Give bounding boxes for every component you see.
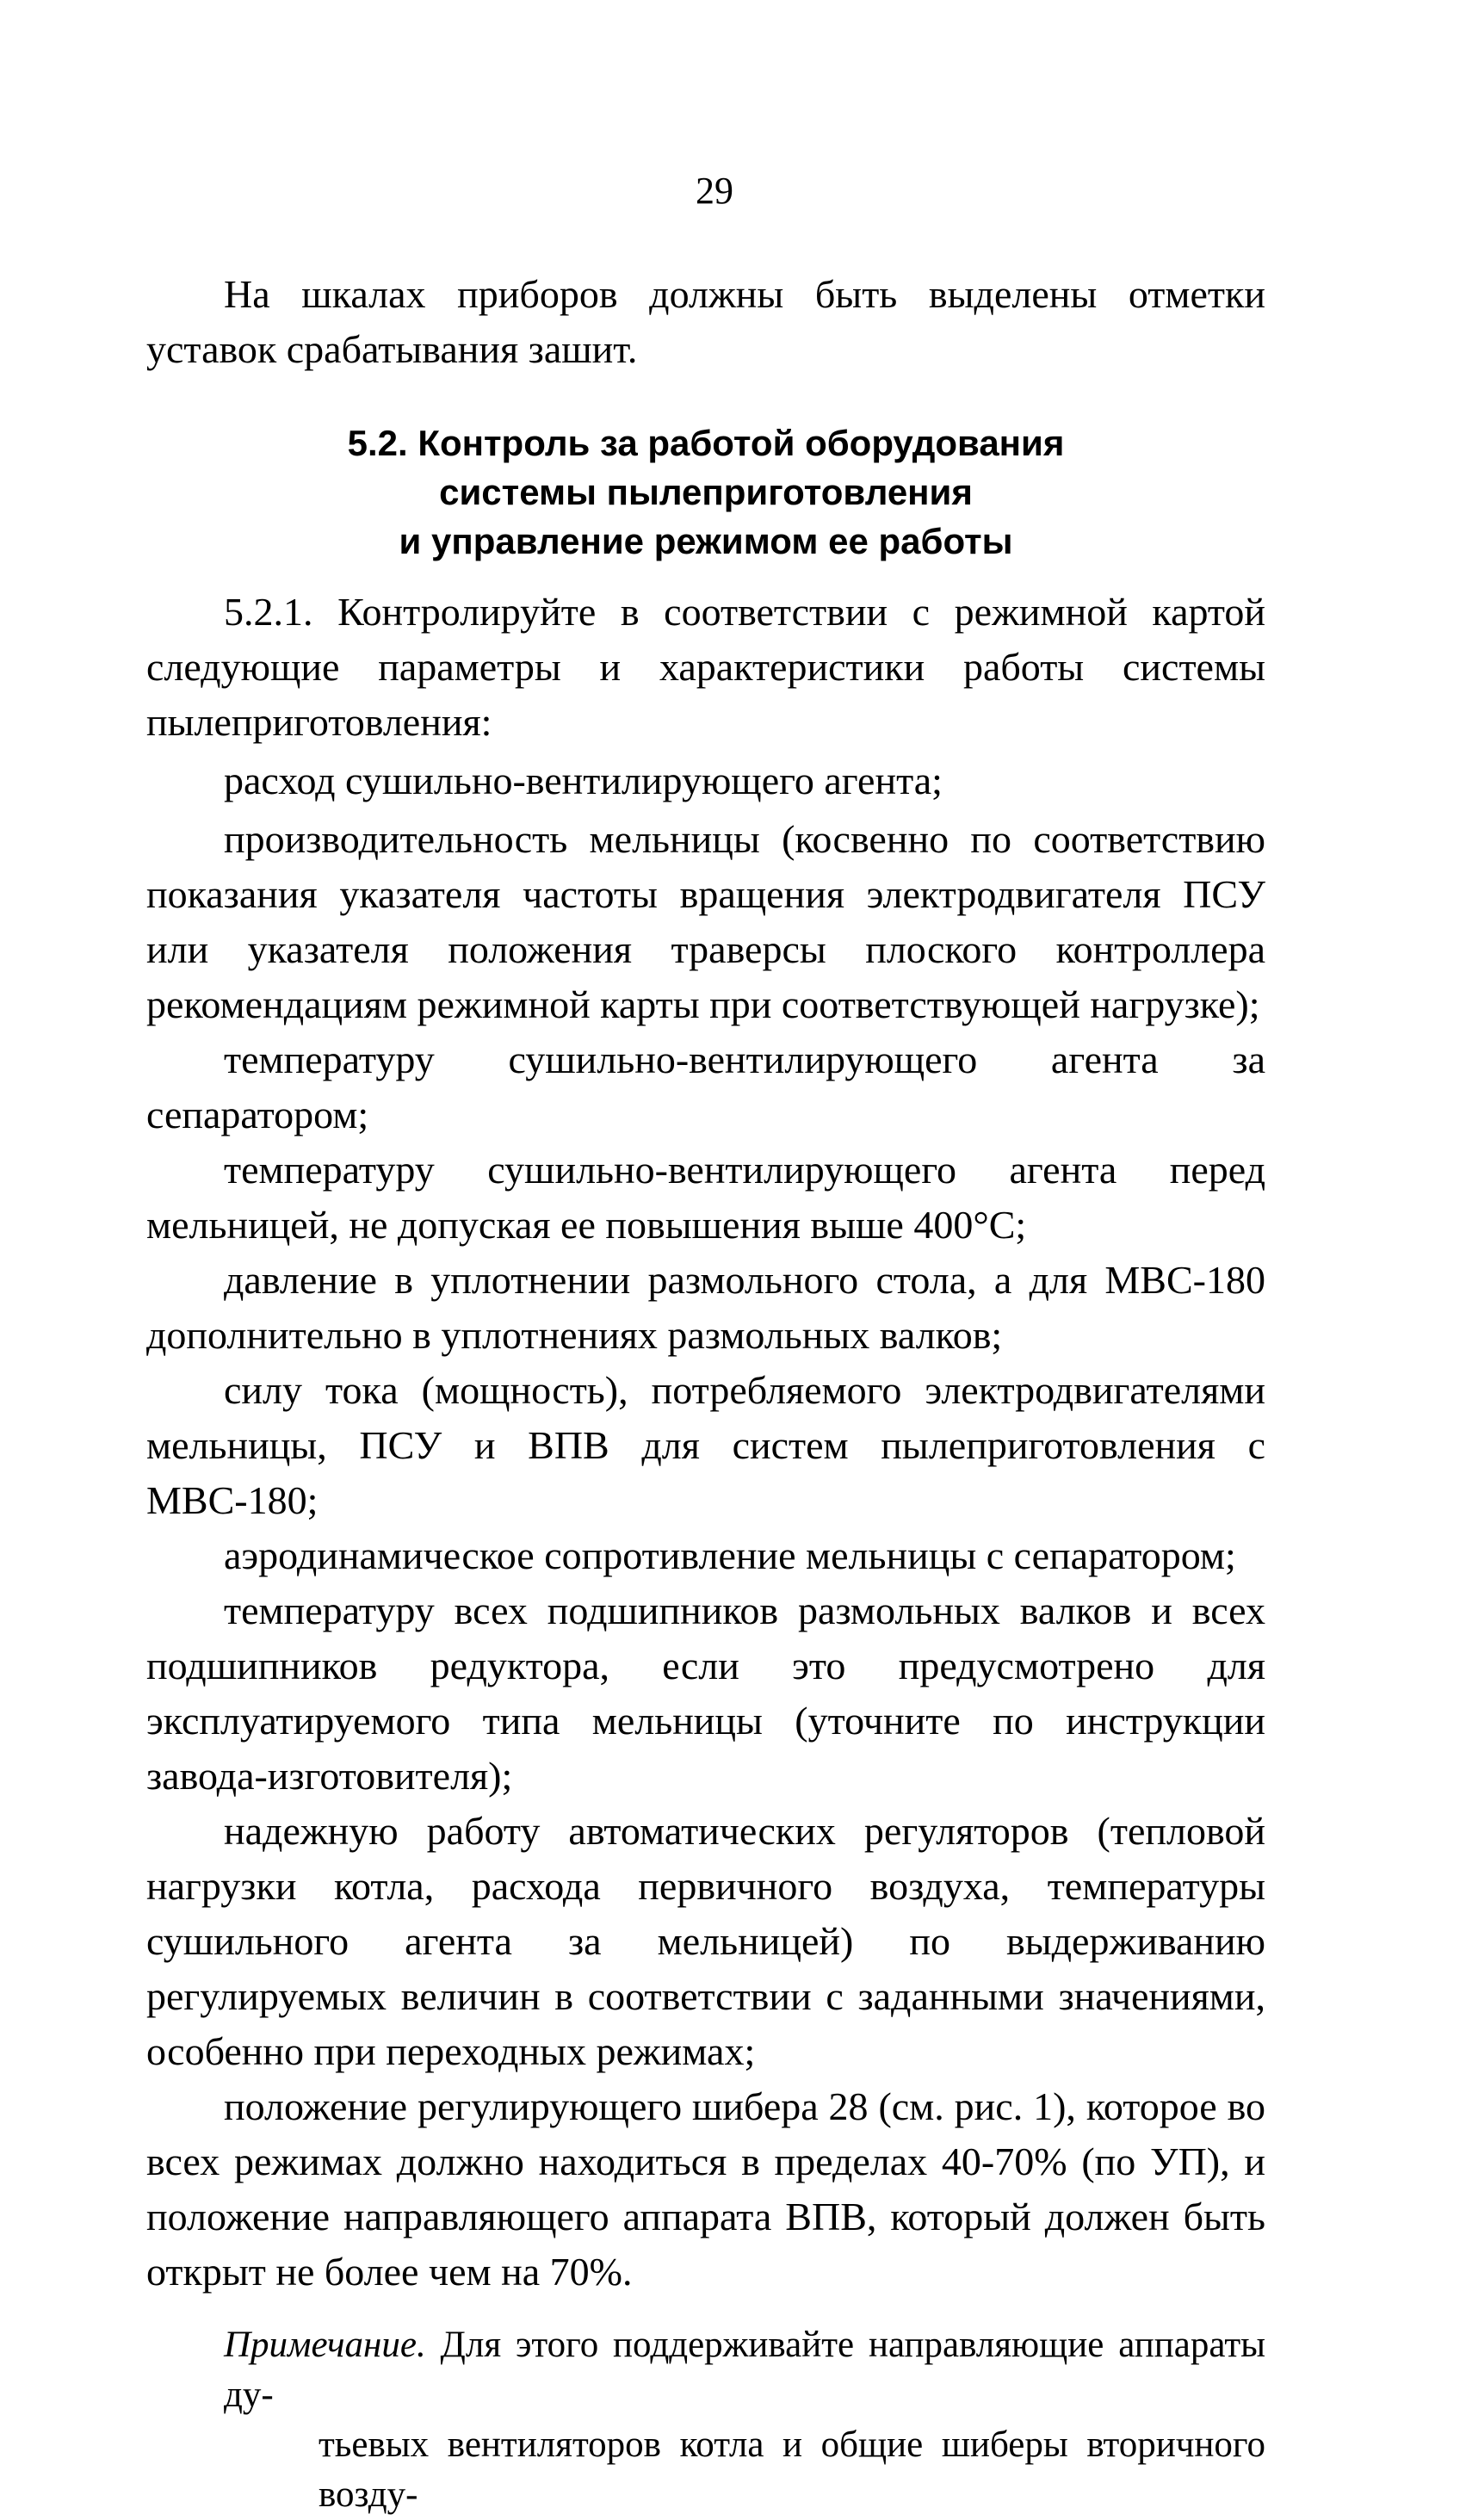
clause-paragraph: 5.2.1. Контролируйте в соответствии с режимной картой следующие параметры и характеристики работы системы пылеприготовления: — [146, 590, 1265, 744]
list-item: аэродинамическое сопротивление мельницы с сепаратором; — [224, 1533, 1236, 1577]
document-page — [146, 172, 1265, 2520]
list-item: производительность мельницы (косвенно по соответствию показания указателя частоты вращения электродвигателя ПСУ или указателя положения траверсы плоского контроллера рекомендациям режимной карты при соответствующей нагрузке); — [146, 817, 1265, 1026]
list-item: силу тока (мощность), потребляемого электродвигателями мельницы, ПСУ и ВПВ для систем пылеприготовления с МВС-180; — [146, 1368, 1265, 1522]
list-item: расход сушильно-вентилирующего агента; — [224, 758, 943, 802]
note-text-line-2: тьевых вентиляторов котла и общие шиберы вторичного возду- — [319, 2424, 1265, 2515]
section-heading-line-2: системы пылеприготовления — [439, 472, 973, 512]
list-item: надежную работу автоматических регуляторов (тепловой нагрузки котла, расхода первичного воздуха, температуры сушильного агента за мельницей) по выдерживанию регулируемых величин в соответствии с заданными значениями, особенно при переходных режимах; — [146, 1809, 1265, 2073]
list-item: температуру сушильно-вентилирующего агента перед мельницей, не допуская ее повышения выше 400°С; — [146, 1148, 1265, 1247]
section-heading-line-1: 5.2. Контроль за работой оборудования — [347, 423, 1065, 463]
list-item: давление в уплотнении размольного стола, а для МВС-180 дополнительно в уплотнениях размольных валков; — [146, 1258, 1265, 1357]
note-label: Примечание. — [224, 2325, 426, 2365]
list-item: температуру всех подшипников размольных валков и всех подшипников редуктора, если это предусмотрено для эксплуатируемого типа мельницы (уточните по инструкции завода-изготовителя); — [146, 1588, 1265, 1798]
intro-paragraph: На шкалах приборов должны быть выделены отметки уставок срабатывания зашит. — [146, 272, 1265, 371]
note-first-line — [146, 2320, 1265, 2420]
page-number: 29 — [696, 170, 733, 212]
list-item: температуру сушильно-вентилирующего агента за сепаратором; — [146, 1037, 1265, 1136]
section-heading — [146, 418, 1265, 566]
note-text-line-1: Для этого поддерживайте направляющие аппараты ду- — [224, 2325, 1265, 2415]
section-heading-line-3: и управление режимом ее работы — [399, 521, 1013, 561]
note-block — [146, 2320, 1265, 2520]
list-item: положение регулирующего шибера 28 (см. рис. 1), которое во всех режимах должно находиться в пределах 40-70% (по УП), и положение направляющего аппарата ВПВ, который должен быть открыт не более чем на 70%. — [146, 2084, 1265, 2294]
